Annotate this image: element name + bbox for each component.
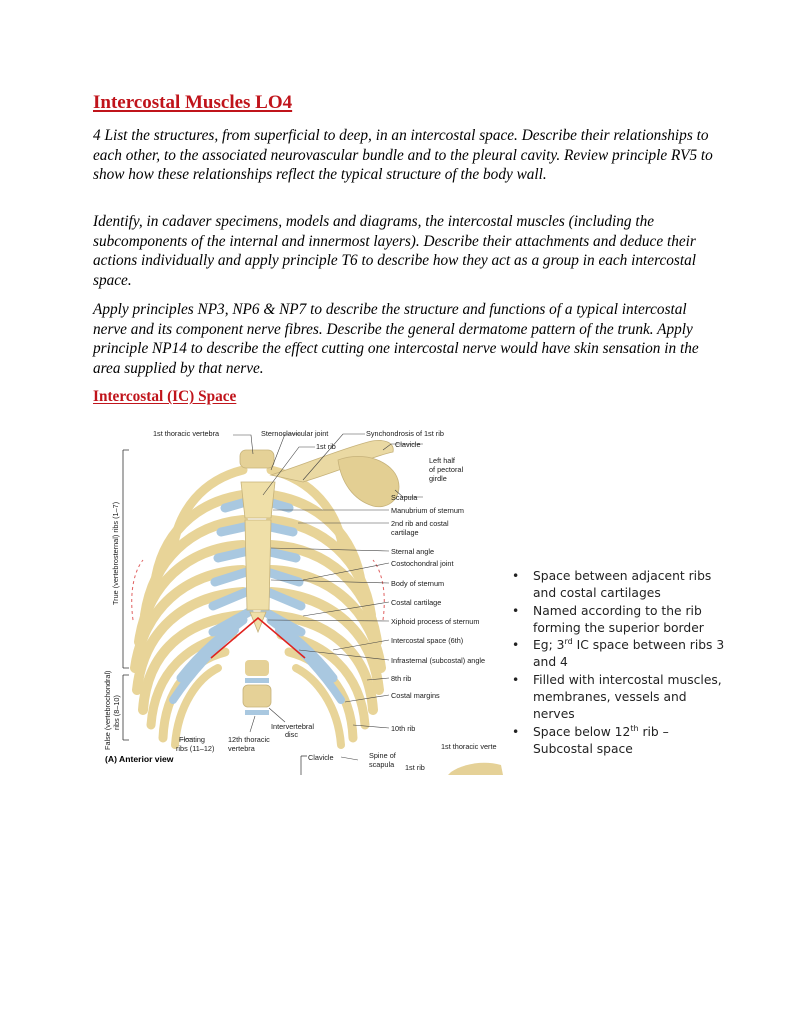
section-subheading: Intercostal (IC) Space [93,388,237,405]
intervertebral-disc-shape [245,678,269,683]
panel-b-bone-shape [448,763,503,775]
label-twelfth-2: vertebra [228,744,255,753]
bullet-dot-icon: • [512,724,520,739]
thoracic-cage-illustration [103,420,503,775]
panel-b-bracket [301,756,307,775]
label-costochondral: Costochondral joint [391,559,454,568]
label-second-rib-1: 2nd rib and costal [391,519,449,528]
bullet-dot-icon: • [512,603,520,618]
scapula-shape [338,456,399,506]
label-intervertebral-2: disc [285,730,298,739]
paragraph-3: Apply principles NP3, NP6 & NP7 to describe the structure and functions of a typical intercostal nerve and its component nerve fibres. Describe the general dermatome pattern of the trunk. Apply principle NP14 to describe the effect cutting one intercostal nerve would have skin sensation in the area supplied by that nerve. [93,301,699,378]
label-left-half-3: girdle [429,474,447,483]
manubrium-shape [241,482,275,518]
bullet-text: Filled with intercostal muscles, membranes, vessels and nerves [533,672,722,722]
label-manubrium: Manubrium of sternum [391,506,464,515]
label-spine-scapula-2: scapula [369,760,395,769]
bullet-text-post: rib – Subcostal space [533,724,669,756]
label-false-ribs-2: ribs (8–10) [112,695,121,730]
bullet-item-2 [512,603,732,638]
bullet-dot-icon: • [512,672,520,687]
label-second-rib-2: cartilage [391,528,419,537]
label-spine-scapula-1: Spine of [369,751,396,760]
bullet-item-3 [512,637,732,672]
label-left-half-1: Left half [429,456,455,465]
true-ribs-bracket [123,450,129,668]
label-floating-1: Floating [179,735,205,744]
bullet-text: Space between adjacent ribs and costal cartilages [533,569,712,601]
thoracic-cage-figure [103,420,503,775]
label-body-sternum: Body of sternum [391,579,445,588]
bullet-text-pre: Eg; 3 [533,638,565,653]
label-eighth-rib: 8th rib [391,674,412,683]
left-ribs [135,470,253,745]
right-ribs [261,470,381,745]
label-first-rib: 1st rib [316,442,336,451]
bullet-superscript: rd [564,637,573,647]
bullet-item-5 [512,724,732,759]
label-sternoclavicular-joint: Sternoclavicular joint [261,429,329,438]
page-title: Intercostal Muscles LO4 [93,92,293,113]
label-scapula: Scapula [391,493,418,502]
label-twelfth-1: 12th thoracic [228,735,270,744]
paragraph-1: 4 List the structures, from superficial to deep, in an intercostal space. Describe their relationships to each other, to the associated neurovascular bundle and to the pleural cavity. Review principle RV5 to show how these relationships reflect the typical structure of the body wall. [93,127,713,184]
label-intercostal-space: Intercostal space (6th) [391,636,464,645]
bullet-text: Named according to the rib forming the superior border [533,603,704,635]
label-floating-2: ribs (11–12) [176,744,215,753]
label-first-rib-b: 1st rib [405,763,425,772]
intervertebral-disc-shape-lower [245,710,269,715]
false-ribs-bracket [123,675,129,740]
bullet-superscript: th [630,723,639,733]
label-clavicle: Clavicle [395,440,421,449]
panel-b-leader-1 [341,757,358,760]
label-tenth-rib: 10th rib [391,724,416,733]
bullet-item-1 [512,568,732,603]
sternum-body-shape [245,520,271,610]
label-sternal-angle: Sternal angle [391,547,435,556]
bullet-text-pre: Space below 12 [533,724,631,739]
label-first-thoracic-b: 1st thoracic verte [441,742,497,751]
label-intervertebral-1: Intervertebral [271,722,314,731]
label-synchondrosis: Synchondrosis of 1st rib [366,429,444,438]
bullet-text-post: IC space between ribs 3 and 4 [533,638,725,670]
label-costal-margins: Costal margins [391,691,440,700]
label-false-ribs-1: False (vertebrochondral) [103,670,112,750]
label-xiphoid: Xiphoid process of sternum [391,617,480,626]
label-first-thoracic-vertebra: 1st thoracic vertebra [153,429,220,438]
bullet-dot-icon: • [512,569,520,583]
twelfth-thoracic-vertebra-shape [243,685,271,707]
ic-space-bullet-list [512,568,732,758]
figure-caption: (A) Anterior view [105,754,174,764]
bullet-dot-icon: • [512,638,520,653]
vertebra-shape [245,660,269,676]
label-clavicle-b: Clavicle [308,753,334,762]
paragraph-2: Identify, in cadaver specimens, models and diagrams, the intercostal muscles (including the subcomponents of the internal and innermost layers). Describe their attachments and deduce their actions individually and apply principle T6 to describe how they act as a group in each intercostal space. [93,213,697,290]
label-true-ribs: True (vertebrosternal) ribs (1–7) [111,501,120,605]
label-costal-cartilage: Costal cartilage [391,598,442,607]
label-left-half-2: of pectoral [429,465,464,474]
first-thoracic-vertebra-shape [240,450,274,468]
label-infrasternal: Infrasternal (subcostal) angle [391,656,486,665]
bullet-item-4 [512,672,732,724]
